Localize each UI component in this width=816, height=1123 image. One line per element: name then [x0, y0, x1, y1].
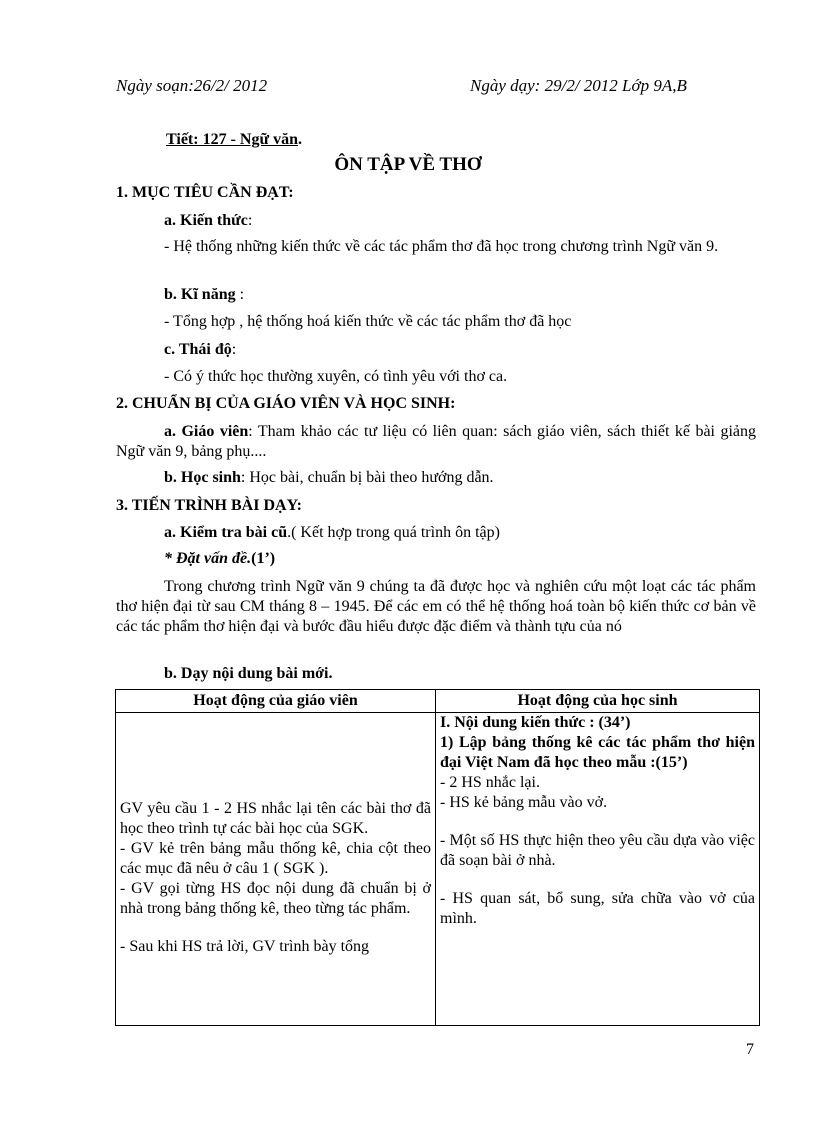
section-3a-label: a. Kiểm tra bài cũ	[164, 524, 288, 541]
introduction-heading	[164, 550, 275, 568]
section-3a-text: .( Kết hợp trong quá trình ôn tập)	[287, 524, 500, 541]
date-prepared: Ngày soạn:26/2/ 2012	[116, 76, 268, 95]
section-1b-text: - Tổng hợp , hệ thống hoá kiến thức về các tác phẩm thơ đã học	[164, 313, 572, 330]
section-3b-label: b. Dạy nội dung bài mới.	[164, 665, 333, 682]
date-taught: Ngày dạy: 29/2/ 2012 Lớp 9A,B	[470, 76, 687, 95]
student-activity-4: - HS quan sát, bổ sung, sửa chữa vào vở của mình.	[440, 890, 755, 927]
section-2b-label: b. Học sinh	[164, 469, 241, 486]
student-activity-3: - Một số HS thực hiện theo yêu cầu dựa vào việc đã soạn bài ở nhà.	[440, 832, 755, 869]
table-row	[116, 713, 760, 1026]
introduction-label: * Đặt vấn đề.	[164, 550, 252, 567]
student-activities-cell	[436, 713, 760, 1026]
section-2a-label: a. Giáo viên	[164, 423, 249, 440]
section-2a	[116, 422, 756, 462]
teacher-activities-cell	[116, 713, 436, 1026]
section-3a	[164, 524, 500, 542]
section-2b	[164, 469, 494, 487]
teacher-activity-4: - Sau khi HS trả lời, GV trình bày tổng	[120, 938, 370, 955]
teacher-activity-1: GV yêu cầu 1 - 2 HS nhắc lại tên các bài thơ đã học theo trình tự các bài học của SGK.	[120, 800, 431, 837]
teacher-column-header: Hoạt động của giáo viên	[116, 690, 436, 713]
section-1c-text: - Có ý thức học thường xuyên, có tình yêu với thơ ca.	[164, 368, 508, 385]
table-header-row	[116, 690, 760, 713]
student-activity-2: - HS kẻ bảng mẫu vào vở.	[440, 794, 608, 811]
section-1b-label-text: b. Kĩ năng	[164, 286, 236, 303]
section-1c-label-text: c. Thái độ	[164, 341, 232, 358]
lesson-number-text: Tiết: 127 - Ngữ văn	[166, 131, 298, 148]
student-subsection-heading: 1) Lập bảng thống kê các tác phẩm thơ hiện đại Việt Nam đã học theo mẫu :(15’)	[440, 734, 755, 771]
introduction-time: (1’)	[251, 550, 276, 567]
teacher-activity-3: - GV gọi từng HS đọc nội dung đã chuẩn bị ở nhà trong bảng thống kê, theo từng tác phẩm.	[120, 880, 431, 917]
introduction-text: Trong chương trình Ngữ văn 9 chúng ta đã được học và nghiên cứu một loạt các tác phẩm thơ hiện đại từ sau CM tháng 8 – 1945. Để các em có thể hệ thống hoá toàn bộ kiến thức cơ bản về các tác phẩm thơ hiện đại và bước đầu hiểu được đặc điểm và thành tựu của nó	[116, 578, 756, 635]
section-1b-colon: :	[235, 286, 245, 303]
section-2-heading: 2. CHUẨN BỊ CỦA GIÁO VIÊN VÀ HỌC SINH:	[116, 395, 456, 412]
student-column-header: Hoạt động của học sinh	[436, 690, 760, 713]
page-number: 7	[746, 1041, 754, 1058]
page-title: ÔN TẬP VỀ THƠ	[334, 154, 482, 175]
section-1c-colon: :	[231, 341, 237, 358]
section-1a-label-text: a. Kiến thức	[164, 212, 248, 229]
lesson-number	[166, 131, 302, 149]
lesson-number-dot: .	[297, 131, 302, 148]
section-1-heading: 1. MỤC TIÊU CẦN ĐẠT:	[116, 184, 294, 201]
section-3-heading: 3. TIẾN TRÌNH BÀI DẠY:	[116, 497, 302, 514]
student-section-heading: I. Nội dung kiến thức : (34’)	[440, 714, 631, 731]
student-activity-1: - 2 HS nhắc lại.	[440, 774, 540, 791]
activity-table	[115, 689, 760, 1026]
section-1b-label	[164, 286, 244, 304]
teacher-activity-2: - GV kẻ trên bảng mẫu thống kê, chia cột theo các mục đã nêu ở câu 1 ( SGK ).	[120, 840, 431, 877]
section-1a-label	[164, 212, 252, 230]
section-2a-text: : Tham khảo các tư liệu có liên quan: sách giáo viên, sách thiết kế bài giảng Ngữ văn 9, bảng phụ....	[116, 423, 756, 460]
section-1a-text: - Hệ thống những kiến thức về các tác phẩm thơ đã học trong chương trình Ngữ văn 9.	[164, 238, 719, 255]
section-1c-label	[164, 341, 236, 359]
section-2b-text: : Học bài, chuẩn bị bài theo hướng dẫn.	[240, 469, 494, 486]
section-1a-colon: :	[247, 212, 253, 229]
